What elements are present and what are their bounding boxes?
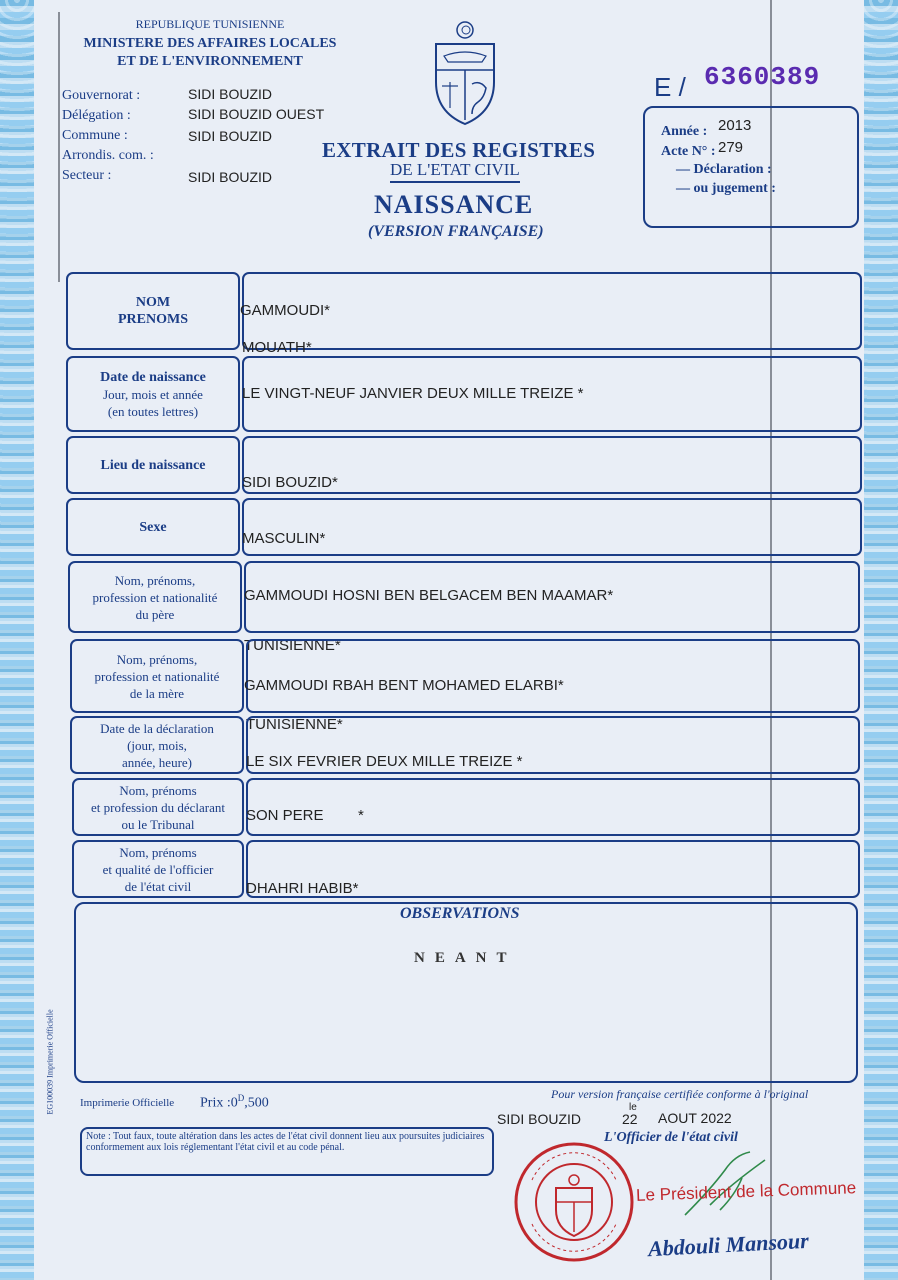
ministry-line-2: ET DE L'ENVIRONNEMENT: [117, 54, 303, 69]
sexe-value-box: [242, 498, 862, 556]
prenom-value: MOUATH*: [242, 339, 312, 356]
document-title-line-1: EXTRAIT DES REGISTRES: [322, 138, 596, 162]
printer-code: EG100039 Imprimerie Officielle: [45, 1009, 55, 1115]
tunisia-coat-of-arms-icon: [430, 20, 500, 130]
pere-label-3: du père: [135, 606, 175, 622]
sexe-label: Sexe: [139, 519, 167, 535]
issue-day: 22: [622, 1111, 638, 1127]
issue-day-prefix: le: [629, 1102, 637, 1113]
mere-label-box: [70, 639, 244, 713]
nom-label: NOM: [135, 295, 171, 310]
lieu-naissance-label-box: [66, 436, 240, 494]
lieu-value: SIDI BOUZID*: [242, 474, 338, 491]
printer-label: Imprimerie Officielle: [80, 1097, 175, 1109]
dob-value: LE VINGT-NEUF JANVIER DEUX MILLE TREIZE *: [242, 385, 584, 402]
officier-label-box: [72, 840, 244, 898]
decl-date-label-3: année, heure): [121, 754, 192, 770]
observations-value: NEANT: [414, 950, 517, 966]
officier-value: DHAHRI HABIB*: [246, 880, 359, 897]
signatory-name: Abdouli Mansour: [647, 1227, 810, 1262]
decl-date-label-1: Date de la déclaration: [100, 720, 214, 736]
declarant-label-1: Nom, prénoms: [119, 782, 197, 798]
mere-label-1: Nom, prénoms,: [116, 651, 198, 667]
mere-label-2: profession et nationalité: [94, 668, 220, 684]
issue-month-year: AOUT 2022: [658, 1110, 732, 1126]
reference-prefix: E /: [654, 72, 686, 102]
declaration-label: — Déclaration :: [676, 162, 772, 177]
signatory-title: Le Président de la Commune: [635, 1178, 857, 1205]
pere-label-1: Nom, prénoms,: [114, 572, 196, 588]
price-end: ,500: [244, 1095, 269, 1111]
municipal-stamp-icon: [512, 1140, 636, 1264]
pere-nationality: TUNISIENNE*: [244, 637, 341, 654]
observations-box: [74, 902, 858, 1083]
declarant-label-box: [72, 778, 244, 836]
document-title-line-2: DE L'ETAT CIVIL: [390, 160, 520, 183]
mere-value: GAMMOUDI RBAH BENT MOHAMED ELARBI*: [244, 677, 564, 694]
gouvernorat-label: Gouvernorat :: [62, 88, 141, 103]
declarant-label-3: ou le Tribunal: [121, 816, 195, 832]
ministry-line-1: MINISTERE DES AFFAIRES LOCALES: [83, 36, 337, 51]
dob-label-sub2: (en toutes lettres): [107, 403, 199, 419]
acte-value: 279: [718, 139, 744, 156]
secteur-value: SIDI BOUZID: [188, 169, 273, 185]
declaration-date-value: LE SIX FEVRIER DEUX MILLE TREIZE *: [246, 753, 523, 770]
decl-date-label-2: (jour, mois,: [127, 737, 187, 753]
gouvernorat-value: SIDI BOUZID: [188, 86, 273, 102]
sexe-label-box: [66, 498, 240, 556]
version-label: (VERSION FRANÇAISE): [368, 223, 544, 240]
prenoms-label-text: PRENOMS: [118, 312, 188, 327]
observations-title: OBSERVATIONS: [400, 905, 520, 922]
officier-label-1: Nom, prénoms: [119, 844, 197, 860]
acte-label: Acte N° :: [661, 144, 716, 159]
left-decorative-border: [0, 0, 34, 1280]
pere-label-box: [68, 561, 242, 633]
mere-label-3: de la mère: [129, 685, 185, 701]
mere-nationality: TUNISIENNE*: [246, 716, 343, 733]
officer-title: L'Officier de l'état civil: [604, 1130, 738, 1145]
nom-prenoms-label-box: [66, 272, 240, 350]
certification-text: Pour version française certifiée conforme à l'original: [551, 1087, 809, 1101]
annee-label: Année :: [661, 124, 708, 139]
pere-label-2: profession et nationalité: [92, 589, 218, 605]
document-type-title: NAISSANCE: [374, 190, 534, 219]
delegation-label: Délégation :: [62, 108, 131, 123]
nom-value-box: [242, 272, 862, 350]
officier-label-3: de l'état civil: [124, 878, 192, 894]
arrondissement-label: Arrondis. com. :: [62, 148, 154, 163]
issue-place: SIDI BOUZID: [497, 1111, 582, 1127]
jugement-label: — ou jugement :: [676, 181, 776, 196]
commune-value: SIDI BOUZID: [188, 128, 273, 144]
ministry-heading: [60, 35, 360, 71]
declaration-date-label-box: [70, 716, 244, 774]
annee-value: 2013: [718, 117, 752, 134]
commune-label: Commune :: [62, 128, 128, 143]
price-sup: D: [237, 1093, 245, 1103]
price-main: Prix :0: [200, 1095, 238, 1111]
republic-heading: REPUBLIQUE TUNISIENNE: [135, 17, 285, 31]
declarant-value-box: [246, 778, 860, 836]
secteur-label: Secteur :: [62, 168, 112, 183]
lieu-label: Lieu de naissance: [100, 457, 206, 473]
price-label: [200, 1093, 269, 1112]
declarant-value: SON PERE: [246, 807, 324, 824]
reference-number: 6360389: [704, 62, 821, 92]
officier-label-2: et qualité de l'officier: [102, 861, 214, 877]
dob-label-sub1: Jour, mois et année: [103, 386, 203, 402]
sexe-value: MASCULIN*: [242, 530, 326, 547]
nom-value: GAMMOUDI*: [240, 302, 330, 319]
date-naissance-label-box: [66, 356, 240, 432]
declarant-star: *: [358, 807, 364, 824]
mere-value-box: [246, 639, 860, 713]
right-decorative-border: [864, 0, 898, 1280]
legal-note: Note : Tout faux, toute altération dans les actes de l'état civil donnent lieu aux poursuites judiciaires conformement aux lois réglementant l'état civil et au code pénal.: [86, 1131, 485, 1153]
pere-value: GAMMOUDI HOSNI BEN BELGACEM BEN MAAMAR*: [244, 587, 614, 604]
delegation-value: SIDI BOUZID OUEST: [188, 106, 325, 122]
declarant-label-2: et profession du déclarant: [91, 799, 225, 815]
dob-label-title: Date de naissance: [100, 369, 206, 385]
